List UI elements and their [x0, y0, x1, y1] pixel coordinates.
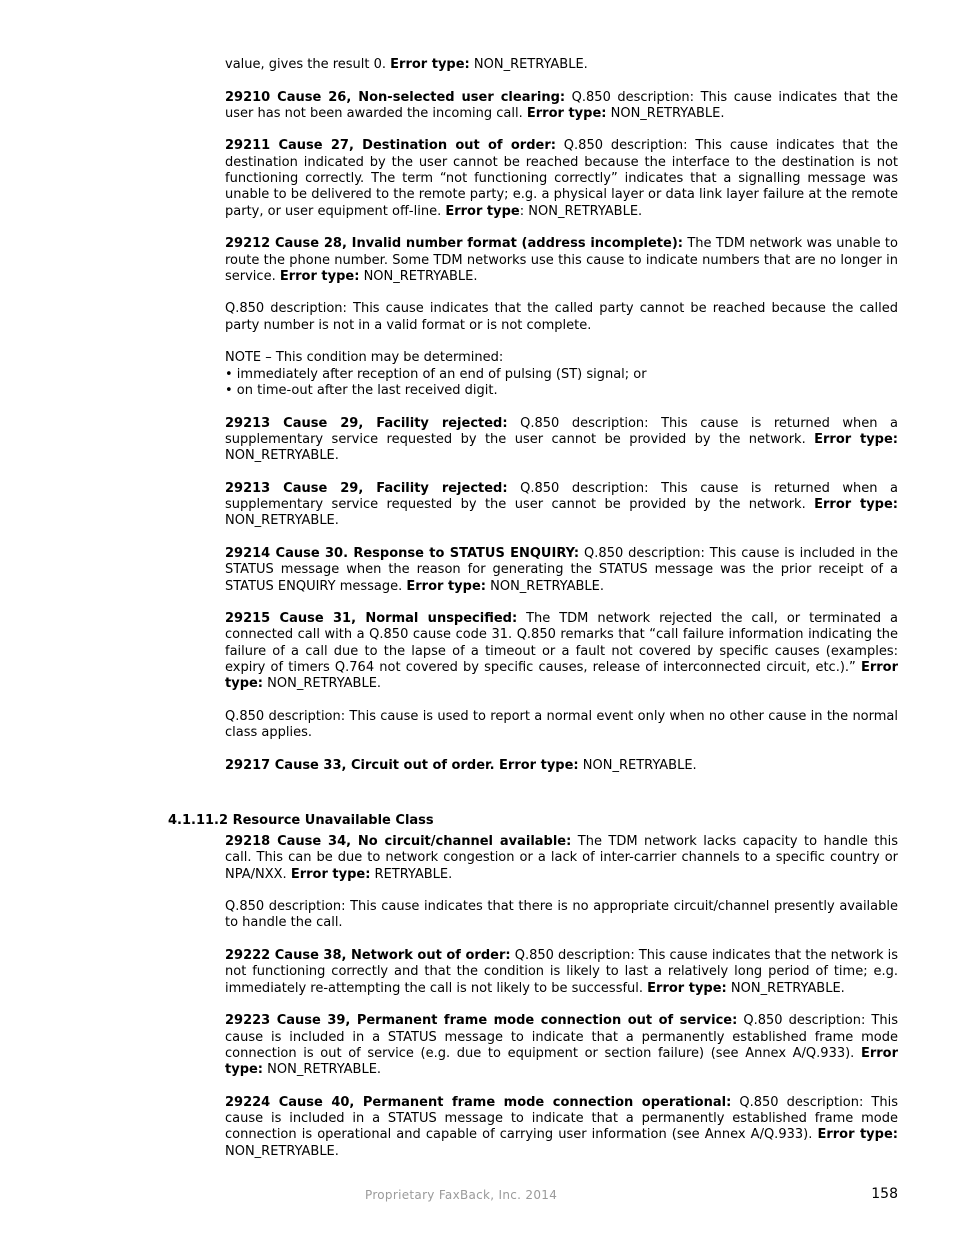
paragraph-cause-38: 29222 Cause 38, Network out of order: Q.850 description: This cause indicates that the network is not functioning correctly and that the condition is likely to last a relatively long period of time; e.g. immediately re-attempting the call is not likely to be successful. Error type: NON_RETRYABLE.	[225, 948, 898, 996]
paragraph-cause-result: value, gives the result 0. Error type: NON_RETRYABLE.	[225, 57, 588, 72]
note-bullet-1: • immediately after reception of an end of pulsing (ST) signal; or	[225, 366, 647, 382]
paragraph-cause-31-description: Q.850 description: This cause is used to report a normal event only when no other cause in the normal class applies.	[225, 708, 898, 741]
paragraph-cause-29: 29213 Cause 29, Facility rejected: Q.850 description: This cause is returned when a supplementary service requested by the user cannot be provided by the network. Error type: NON_RETRYABLE.	[225, 415, 898, 464]
paragraph-cause-31: 29215 Cause 31, Normal unspecified: The TDM network rejected the call, or terminated a connected call with a Q.850 cause code 31. Q.850 remarks that “call failure information indicating the failure of a call due to the lapse of a timeout or a fault not covered by specific causes (examples: expiry of timers Q.764 not covered by specific causes, release of interconnected circuit, etc.).” Error type: NON_RETRYABLE.	[225, 611, 899, 692]
paragraph-cause-28: 29212 Cause 28, Invalid number format (address incomplete): The TDM network was unable to route the phone number. Some TDM networks use this cause to indicate numbers that are no longer in service. Error type: NON_RETRYABLE.	[225, 236, 898, 284]
paragraph-cause-30: 29214 Cause 30. Response to STATUS ENQUIRY: Q.850 description: This cause is included in the STATUS message when the reason for generating the STATUS message was the prior receipt of a STATUS ENQUIRY message. Error type: NON_RETRYABLE.	[225, 545, 898, 594]
note-heading: NOTE – This condition may be determined:	[225, 350, 504, 366]
note-block	[225, 350, 898, 399]
footer-company: Proprietary FaxBack, Inc. 2014	[365, 1188, 558, 1202]
paragraph-cause-40: 29224 Cause 40, Permanent frame mode connection operational: Q.850 description: This cause is included in a STATUS message to indicate that a permanently established frame mode connection is operational and capable of carrying user information (see Annex A/Q.933). Error type: NON_RETRYABLE.	[225, 1094, 898, 1159]
paragraph-cause-28-description: Q.850 description: This cause indicates that the called party cannot be reached because the called party number is not in a valid format or is not complete.	[225, 301, 898, 333]
paragraph-cause-26: 29210 Cause 26, Non-selected user clearing: Q.850 description: This cause indicates that the user has not been awarded the incoming call. Error type: NON_RETRYABLE.	[225, 89, 898, 121]
section-heading: 4.1.11.2 Resource Unavailable Class	[168, 813, 434, 828]
paragraph-cause-39: 29223 Cause 39, Permanent frame mode connection out of service: Q.850 description: This cause is included in a STATUS message to indicate that a permanently established frame mode connection is out of service (e.g. due to equipment or section failure) (see Annex A/Q.933). Error type: NON_RETRYABLE.	[225, 1013, 898, 1078]
document-body	[225, 57, 898, 790]
page-number: 158	[871, 1186, 898, 1202]
paragraph-cause-33: 29217 Cause 33, Circuit out of order. Error type: NON_RETRYABLE.	[225, 757, 697, 773]
paragraph-cause-34: 29218 Cause 34, No circuit/channel available: The TDM network lacks capacity to handle this call. This can be due to network congestion or a lack of inter-carrier channels to a specific country or NPA/NXX. Error type: RETRYABLE.	[225, 834, 898, 882]
paragraph-cause-27: 29211 Cause 27, Destination out of order: Q.850 description: This cause indicates that the destination indicated by the user cannot be reached because the interface to the destination is not functioning correctly. The term “not functioning correctly” indicates that a signalling message was unable to be delivered to the remote party; e.g. a physical layer or data link layer failure at the remote party, or user equipment off-line. Error type: NON_RETRYABLE.	[225, 138, 898, 219]
section-body	[225, 834, 898, 1176]
paragraph-cause-34-description: Q.850 description: This cause indicates that there is no appropriate circuit/channel presently available to handle the call.	[225, 899, 898, 931]
note-bullet-2: • on time-out after the last received digit.	[225, 382, 498, 398]
paragraph-cause-29-repeat: 29213 Cause 29, Facility rejected: Q.850 description: This cause is returned when a supplementary service requested by the user cannot be provided by the network. Error type: NON_RETRYABLE.	[225, 480, 898, 529]
